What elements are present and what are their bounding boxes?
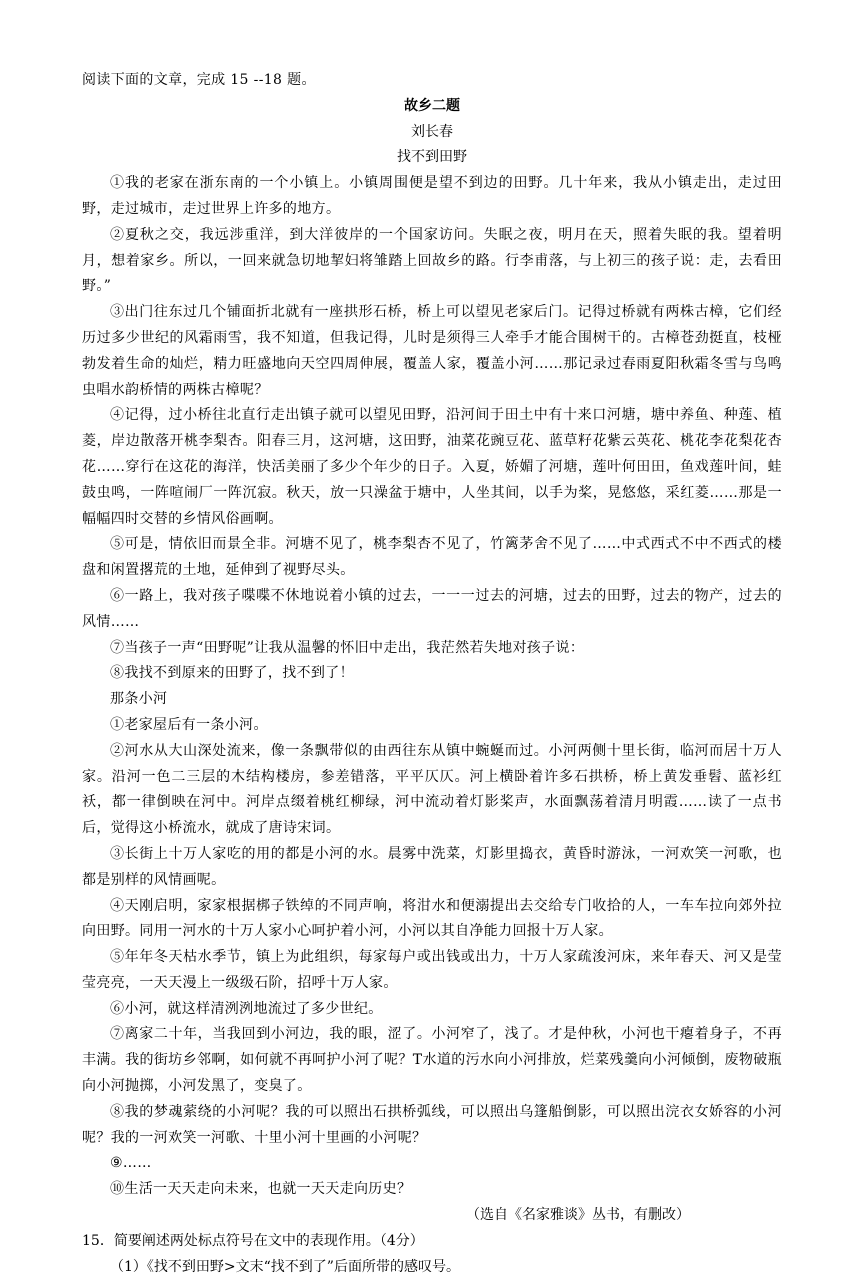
s2-paragraph-5: ⑤年年冬天枯水季节，镇上为此组织，每家每户或出钱或出力，十万人家疏浚河床，来年春天、河又是莹莹亮亮，一天天漫上一级级石阶，招呼十万人家。: [82, 949, 782, 991]
s2-paragraph-2: ②河水从大山深处流来，像一条飘带似的由西往东从镇中蜿蜒而过。小河两侧十里长街，临河而居十万人家。沿河一色二三层的木结构楼房，参差错落，平平仄仄。河上横卧着许多石拱桥，桥上黄发垂髫、蓝衫红袄，都一律倒映在河中。河岸点缀着桃红柳绿，河中流动着灯影桨声，水面飘荡着清月明霞……读了一点书后，觉得这小桥流水，就成了唐诗宋词。: [82, 742, 782, 837]
s1-paragraph-4: ④记得，过小桥往北直行走出镇子就可以望见田野，沿河间于田土中有十来口河塘，塘中养鱼、种莲、植菱，岸边散落开桃李梨杏。阳春三月，这河塘，这田野，油菜花豌豆花、蓝草籽花紫云英花、桃花李花梨花杏花……穿行在这花的海洋，快活美丽了多少个年少的日子。入夏，娇媚了河塘，莲叶何田田，鱼戏莲叶间，蛙鼓虫鸣，一阵喧闹厂一阵沉寂。秋天，放一只澡盆于塘中，人坐其间，以手为桨，晃悠悠，采红菱……那是一幅幅四时交替的乡情风俗画啊。: [82, 407, 782, 527]
source-citation: （选自《名家雅谈》丛书，有删改）: [466, 1207, 690, 1224]
s2-paragraph-4: ④天刚启明，家家根据梆子铁绰的不同声响，将泔水和便溺提出去交给专门收拾的人，一车车拉向郊外拉向田野。同用一河水的十万人家小心呵护着小河，小河以其自净能力回报十万人家。: [82, 897, 782, 940]
section1-heading: 找不到田野: [397, 149, 467, 166]
s1-paragraph-7: ⑦当孩子一声“田野呢”让我从温馨的怀旧中走出，我茫然若失地对孩子说：: [110, 639, 585, 656]
s2-paragraph-8: ⑧我的梦魂萦绕的小河呢？我的可以照出石拱桥弧线，可以照出乌篷船倒影，可以照出浣衣女娇容的小河呢？我的一河欢笑一河歌、十里小河十里画的小河呢？: [82, 1103, 782, 1146]
s2-paragraph-10: ⑩生活一天天走向未来，也就一天天走向历史？: [110, 1181, 412, 1198]
s1-paragraph-1: ①我的老家在浙东南的一个小镇上。小镇周围便是望不到边的田野。几十年来，我从小镇走出，走过田野，走过城市，走过世界上许多的地方。: [82, 175, 782, 217]
s1-paragraph-5: ⑤可是，情依旧而景全非。河塘不见了，桃李梨杏不见了，竹篱茅舍不见了……中式西式不中不西式的楼盘和闲置撂荒的土地，延伸到了视野尽头。: [82, 536, 782, 579]
s2-paragraph-9: ⑨……: [110, 1155, 152, 1172]
s2-paragraph-7: ⑦离家二十年，当我回到小河边，我的眼，涩了。小河窄了，浅了。才是仲秋，小河也干瘪着身子，不再丰满。我的街坊乡邻啊，如何就不再呵护小河了呢？T水道的污水向小河排放，烂菜残羹向小河倾倒，废物破瓶向小河抛掷，小河发黑了，变臭了。: [82, 1026, 782, 1095]
s1-paragraph-3: ③出门往东过几个铺面折北就有一座拱形石桥，桥上可以望见老家后门。记得过桥就有两株古樟，它们经历过多少世纪的风霜雨雪，我不知道，但我记得，儿时是须得三人牵手才能合围树干的。古樟苍劲挺直，枝桠勃发着生命的灿烂，精力旺盛地向天空四周伸展，覆盖人家，覆盖小河……那记录过春雨夏阳秋霜冬雪与鸟鸣虫唱水韵桥情的两株古樟呢？: [82, 304, 782, 398]
s2-paragraph-3: ③长街上十万人家吃的用的都是小河的水。晨雾中洗菜，灯影里捣衣，黄昏时游泳，一河欢笑一河歌，也都是别样的风情画呢。: [82, 845, 782, 888]
s2-paragraph-6: ⑥小河，就这样清洌洌地流过了多少世纪。: [110, 1000, 383, 1017]
intro-text: 阅读下面的文章，完成 15 --18 题。: [82, 72, 316, 88]
question-15-part-1: （1）《找不到田野>文末“找不到了”后面所带的感叹号。: [110, 1258, 460, 1275]
s1-paragraph-8: ⑧我找不到原来的田野了，找不到了！: [110, 665, 354, 682]
s2-paragraph-1: ①老家屋后有一条小河。: [110, 716, 268, 733]
section2-heading: 那条小河: [110, 691, 168, 708]
article-author: 刘长春: [411, 123, 453, 140]
s1-paragraph-6: ⑥一路上，我对孩子喋喋不休地说着小镇的过去，一一一过去的河塘，过去的田野，过去的物产，过去的风情……: [82, 587, 782, 630]
document-page: [82, 68, 782, 1280]
question-15: 15．简要阐述两处标点符号在文中的表现作用。（4分）: [82, 1232, 424, 1249]
article-title: 故乡二题: [404, 97, 460, 114]
s1-paragraph-2: ②夏秋之交，我远涉重洋，到大洋彼岸的一个国家访问。失眠之夜，明月在天，照着失眠的我。望着明月，想着家乡。所以，一回来就急切地挈妇将雏踏上回故乡的路。行李甫落，与上初三的孩子说：走，去看田野。”: [82, 226, 782, 295]
